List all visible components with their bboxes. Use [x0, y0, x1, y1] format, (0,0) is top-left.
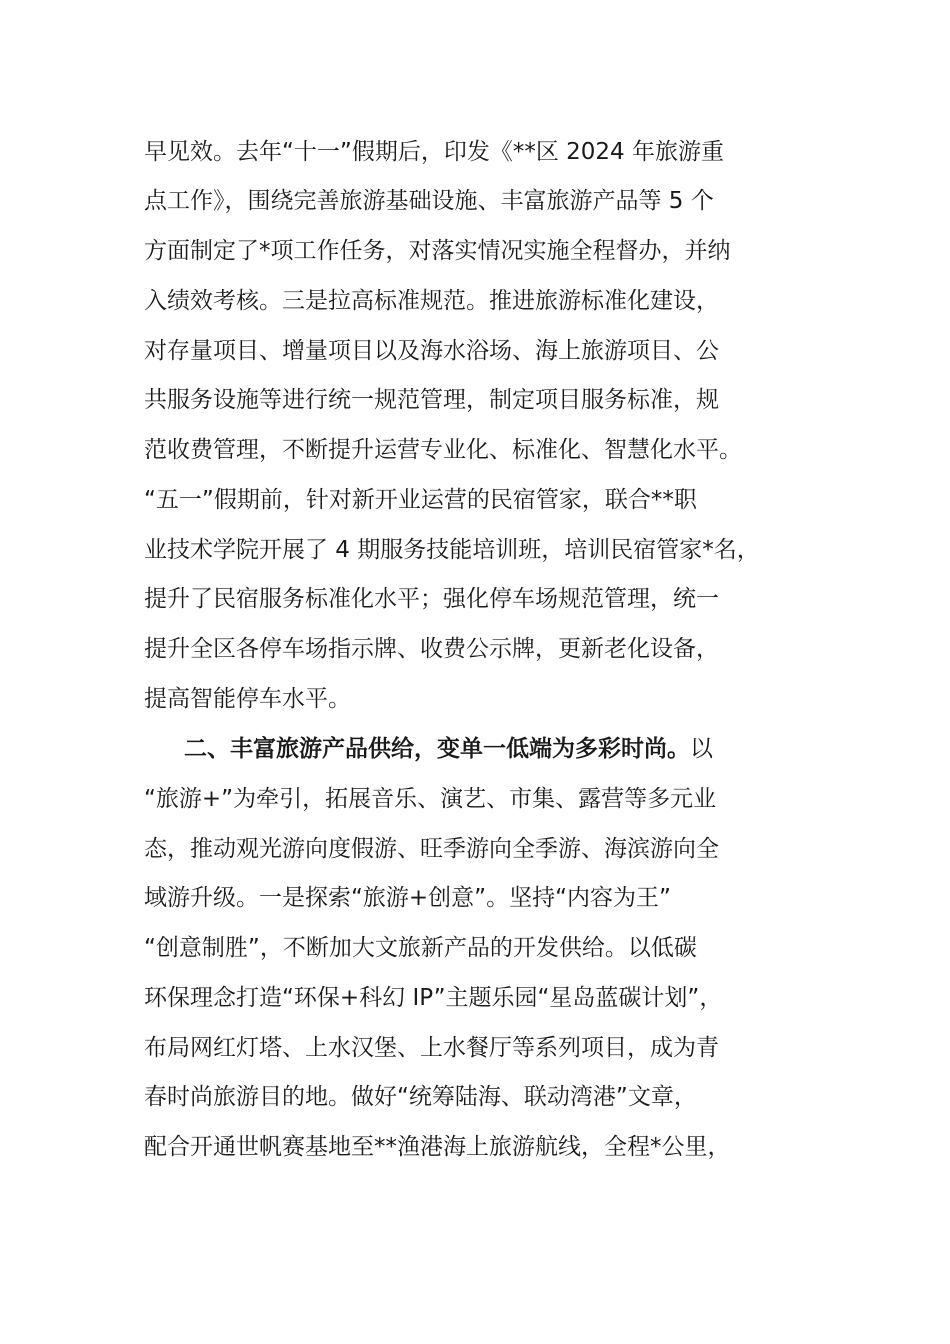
body-text-line: 业技术学院开展了 4 期服务技能培训班，培训民宿管家*名，: [144, 537, 760, 563]
body-text-line: 对存量项目、增量项目以及海水浴场、海上旅游项目、公: [144, 338, 719, 364]
body-text-line: 提高智能停车水平。: [144, 686, 351, 712]
body-text-line: “创意制胜”，不断加大文旅新产品的开发供给。以低碳: [144, 935, 697, 961]
body-text-line: 域游升级。一是探索“旅游+创意”。坚持“内容为王”: [144, 885, 671, 911]
section-heading: 二、丰富旅游产品供给，变单一低端为多彩时尚。: [184, 736, 690, 762]
body-text-line: 态，推动观光游向度假游、旺季游向全季游、海滨游向全: [144, 836, 719, 862]
body-text-line: 共服务设施等进行统一规范管理，制定项目服务标准，规: [144, 387, 719, 413]
body-text-line: 范收费管理，不断提升运营专业化、标准化、智慧化水平。: [144, 437, 742, 463]
body-text-line: 早见效。去年“十一”假期后，印发《**区 2024 年旅游重: [144, 139, 724, 165]
body-text-line: “五一”假期前，针对新开业运营的民宿管家，联合**职: [144, 487, 697, 513]
body-text-line: 春时尚旅游目的地。做好“统筹陆海、联动湾港”文章，: [144, 1084, 697, 1110]
section-heading-line: [184, 734, 713, 764]
body-text-line: 提升全区各停车场指示牌、收费公示牌，更新老化设备，: [144, 636, 719, 662]
body-text-line: 配合开通世帆赛基地至**渔港海上旅游航线，全程*公里，: [144, 1134, 731, 1160]
body-text-line: 布局网红灯塔、上水汉堡、上水餐厅等系列项目，成为青: [144, 1035, 719, 1061]
body-text-line: “旅游+”为牵引，拓展音乐、演艺、市集、露营等多元业: [144, 786, 717, 812]
body-text-line: 提升了民宿服务标准化水平；强化停车场规范管理，统一: [144, 586, 719, 612]
body-text-line: 入绩效考核。三是拉高标准规范。推进旅游标准化建设，: [144, 288, 719, 314]
heading-trailing-text: 以: [690, 736, 713, 762]
body-text-line: 环保理念打造“环保+科幻 IP”主题乐园“星岛蓝碳计划”，: [144, 985, 723, 1011]
body-text-line: 点工作》，围绕完善旅游基础设施、丰富旅游产品等 5 个: [144, 188, 714, 214]
body-text-line: 方面制定了*项工作任务，对落实情况实施全程督办，并纳: [144, 238, 731, 264]
